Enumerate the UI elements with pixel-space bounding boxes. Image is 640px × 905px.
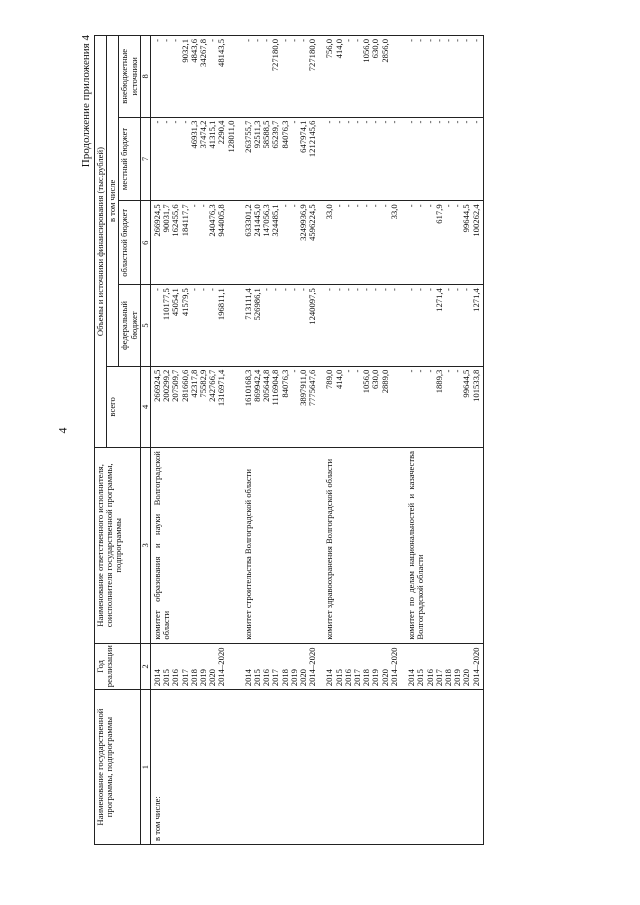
executor-cell: комитет по делам национальностей и казачества Волгоградской области xyxy=(405,448,483,644)
header-local: местный бюджет xyxy=(119,117,140,201)
col-number: 8 xyxy=(140,36,150,118)
federal-cell: 713111,4 526986,1 - - - - - 1240097,5 xyxy=(242,285,320,366)
header-federal: федеральный бюджет xyxy=(119,285,140,366)
col-number: 5 xyxy=(140,285,150,366)
col-number: 2 xyxy=(140,643,150,690)
extrabudget-cell: 756,0 414,0 - - 1056,0 630,0 2856,0 xyxy=(323,36,401,118)
column-numbers-row xyxy=(140,36,150,845)
regional-cell: 633301,2 241445,0 147056,3 324485,1 - - 3249936,9 4596224,5 xyxy=(242,201,320,285)
total-cell: 266924,5 200299,2 207509,7 281660,6 42317,8 75582,9 242766,7 1316971,4 xyxy=(151,366,238,447)
years-cell: 2014 2015 2016 2017 2018 2019 2020 2014–2020 xyxy=(323,643,401,690)
federal-cell: - - - - - - - - xyxy=(323,285,401,366)
including-label: в том числе: xyxy=(151,690,238,845)
years-cell: 2014 2015 2016 2017 2018 2019 2020 2014–2020 xyxy=(242,643,320,690)
funding-table-wrapper xyxy=(94,35,484,845)
executor-cell: комитет строительства Волгоградской области xyxy=(242,448,320,644)
header-program: Наименование государственной программы, подпрограммы xyxy=(95,690,141,845)
regional-cell: - - - 617,9 - - 99644,5 100262,4 xyxy=(405,201,483,285)
regional-cell: 33,0 - - - - - - 33,0 xyxy=(323,201,401,285)
funding-table xyxy=(94,35,484,845)
header-funding: Объемы и источники финансирования (тыс.рублей) xyxy=(95,36,107,448)
total-cell: 789,0 414,0 - - 1056,0 630,0 2889,0 xyxy=(323,366,401,447)
header-including: в том числе xyxy=(107,36,119,367)
local-cell: - - - - 46931,3 37474,2 41315,1 2290,4 128011,0 xyxy=(151,117,238,201)
regional-cell: 266924,5 90031,7 162455,6 184117,7 - - 240476,3 944005,8 xyxy=(151,201,238,285)
rotated-page-content xyxy=(80,35,600,845)
col-number: 6 xyxy=(140,201,150,285)
table-row xyxy=(151,36,238,845)
page-number: 4 xyxy=(55,427,70,434)
header-total: всего xyxy=(107,366,141,447)
header-year: Год реализации xyxy=(95,643,141,690)
col-number: 3 xyxy=(140,448,150,644)
table-row xyxy=(242,36,320,845)
years-cell: 2014 2015 2016 2017 2018 2019 2020 2014–2020 xyxy=(405,643,483,690)
federal-cell: - - - 1271,4 - - - 1271,4 xyxy=(405,285,483,366)
local-cell: - - - - - - - - xyxy=(405,117,483,201)
extrabudget-cell: - - - 727180,0 - - - 727180,0 xyxy=(242,36,320,118)
col-number: 1 xyxy=(140,690,150,845)
table-row xyxy=(323,36,401,845)
extrabudget-cell: - - - 9032,1 4843,6 34267,8 - 48143,5 xyxy=(151,36,238,118)
appendix-title: Продолжение приложения 4 xyxy=(80,35,92,168)
col-number: 4 xyxy=(140,366,150,447)
total-cell: - - - 1889,3 - - 99644,5 101533,8 xyxy=(405,366,483,447)
table-row xyxy=(405,36,483,845)
years-cell: 2014 2015 2016 2017 2018 2019 2020 2014–2020 xyxy=(151,643,238,690)
executor-cell: комитет образования и науки Волгоградской области xyxy=(151,448,238,644)
header-regional: областной бюджет xyxy=(119,201,140,285)
header-executor: Наименование ответственного исполнителя, соисполнителя государственной программы, подпрограммы xyxy=(95,448,141,644)
federal-cell: - 110177,5 45054,1 41579,5 - - - 196811,1 xyxy=(151,285,238,366)
local-cell: 263755,7 92511,3 58588,5 65239,7 84076,3 - 647974,1 1212145,6 xyxy=(242,117,320,201)
extrabudget-cell: - - - - - - - - xyxy=(405,36,483,118)
col-number: 7 xyxy=(140,117,150,201)
header-extrabudget: внебюджетные источники xyxy=(119,36,140,118)
local-cell: - - - - - - - - xyxy=(323,117,401,201)
total-cell: 1610168,3 869942,4 205644,8 1116904,8 84076,3 - 3897911,0 7775647,6 xyxy=(242,366,320,447)
executor-cell: комитет здравоохранения Волгоградской области xyxy=(323,448,401,644)
